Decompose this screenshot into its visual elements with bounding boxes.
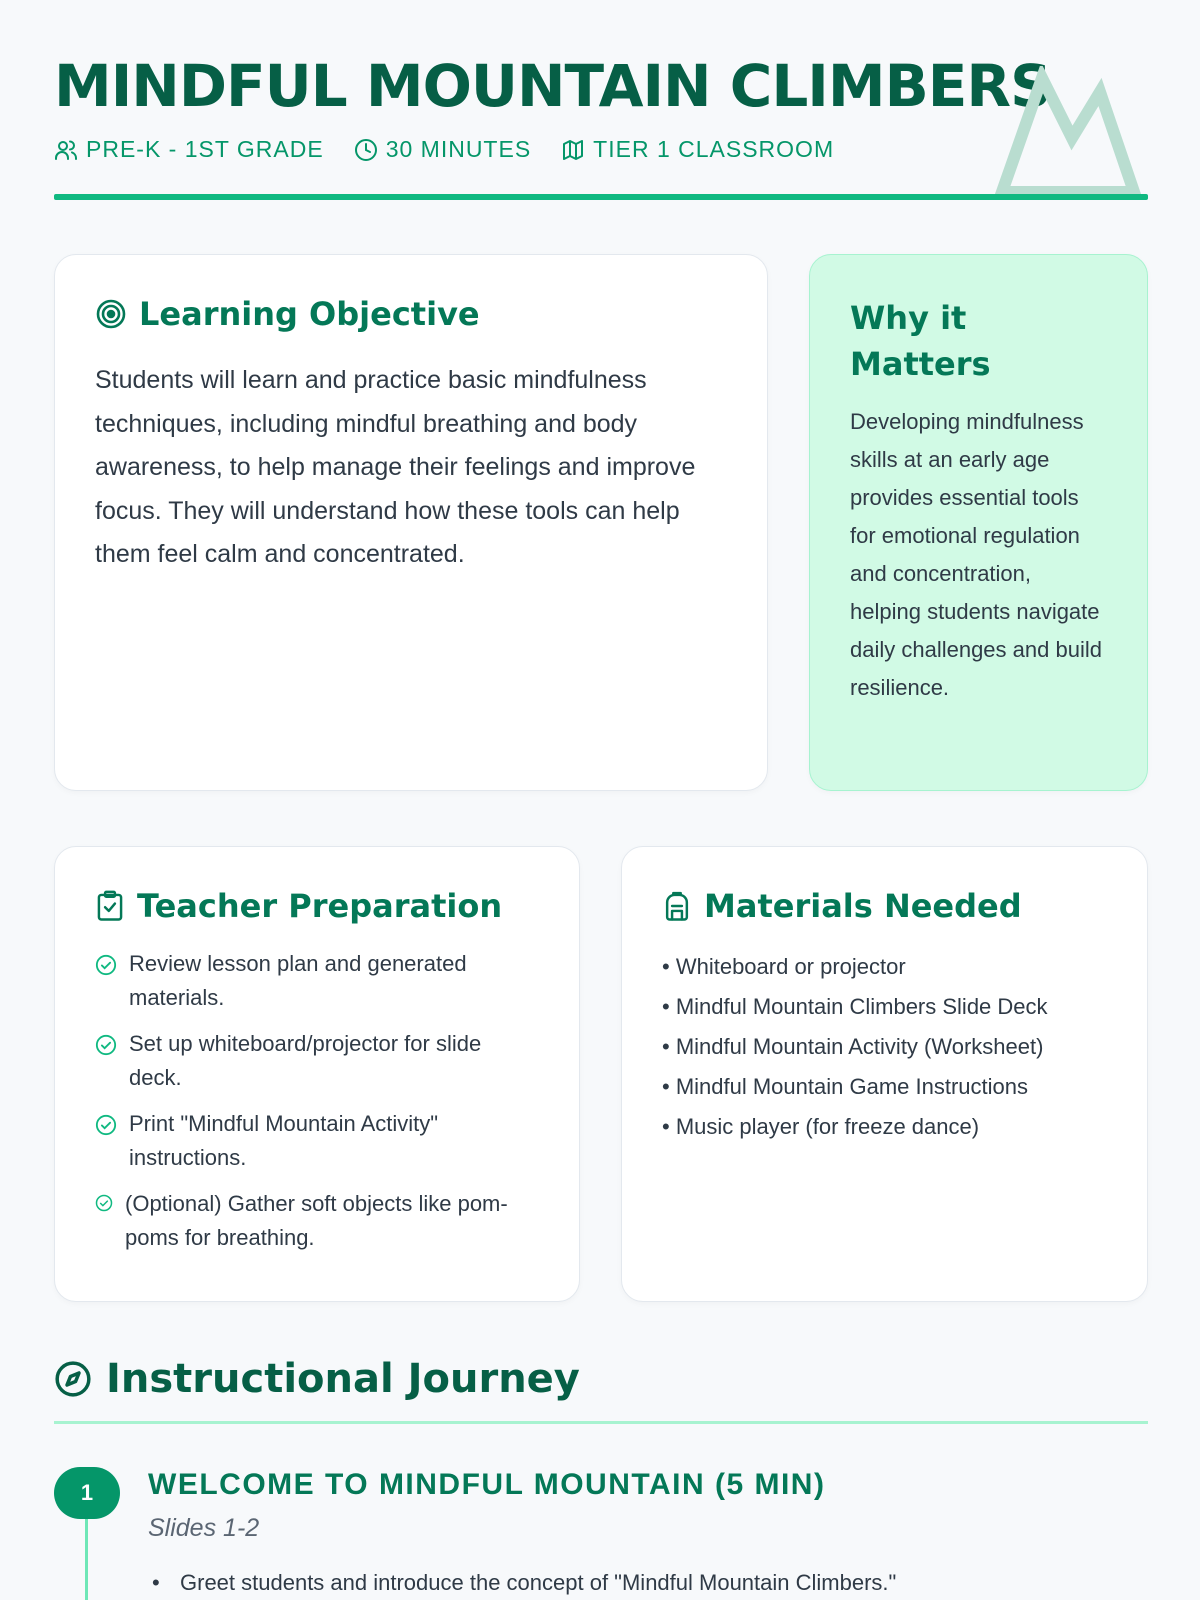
step-subtitle: Slides 1-2	[148, 1514, 260, 1542]
preparation-item	[95, 947, 539, 1015]
backpack-icon	[662, 890, 692, 922]
instructional-journey-heading	[54, 1356, 580, 1402]
learning-objective-title: Learning Objective	[139, 295, 480, 333]
materials-needed-title: Materials Needed	[704, 887, 1022, 925]
preparation-item-text: Print "Mindful Mountain Activity" instructions.	[129, 1111, 439, 1170]
learning-objective-text: Students will learn and practice basic mindfulness techniques, including mindful breathing and body awareness, to help manage their feelings and improve focus. They will understand how these tools can help them feel calm and concentrated.	[95, 366, 696, 568]
step-number-badge: 1	[54, 1467, 120, 1519]
users-icon	[54, 138, 78, 162]
meta-row	[54, 136, 864, 163]
check-circle-icon	[95, 1034, 117, 1056]
material-item: • Music player (for freeze dance)	[662, 1107, 1107, 1147]
step-bullet-list	[180, 1566, 896, 1600]
preparation-item	[95, 1107, 539, 1175]
material-item: • Mindful Mountain Game Instructions	[662, 1067, 1107, 1107]
materials-needed-heading	[662, 887, 1107, 925]
duration-text: 30 MINUTES	[385, 136, 532, 162]
duration-meta	[354, 136, 531, 163]
teacher-preparation-title: Teacher Preparation	[137, 887, 503, 925]
preparation-item	[95, 1187, 539, 1255]
page-title: MINDFUL MOUNTAIN CLIMBERS	[54, 52, 1051, 120]
learning-objective-card	[54, 254, 768, 791]
compass-icon	[54, 1360, 92, 1398]
mountain-icon	[994, 66, 1144, 196]
materials-list	[662, 947, 1107, 1147]
check-circle-icon	[95, 1194, 113, 1212]
clock-icon	[354, 138, 378, 162]
clipboard-check-icon	[95, 890, 125, 922]
step-title: WELCOME TO MINDFUL MOUNTAIN (5 MIN)	[148, 1468, 826, 1501]
grade-meta	[54, 136, 324, 163]
teacher-preparation-card	[54, 846, 580, 1302]
grade-text: PRE-K - 1ST GRADE	[86, 136, 324, 162]
step-timeline-line	[85, 1519, 88, 1600]
lesson-plan-page	[54, 0, 1148, 1600]
material-item: • Whiteboard or projector	[662, 947, 1107, 987]
map-icon	[561, 138, 585, 162]
materials-needed-card	[621, 846, 1148, 1302]
teacher-preparation-heading	[95, 887, 539, 925]
preparation-list	[95, 947, 539, 1255]
preparation-item-text: (Optional) Gather soft objects like pom-poms for breathing.	[125, 1191, 508, 1250]
header-divider	[54, 194, 1148, 200]
target-icon	[95, 298, 127, 330]
learning-objective-heading	[95, 295, 727, 333]
why-it-matters-text: Developing mindfulness skills at an early age provides essential tools for emotional regulation and concentration, helping students navigate daily challenges and build resilience.	[850, 409, 1102, 700]
preparation-item-text: Set up whiteboard/projector for slide deck.	[129, 1031, 482, 1090]
journey-divider	[54, 1421, 1148, 1424]
check-circle-icon	[95, 954, 117, 976]
material-item: • Mindful Mountain Climbers Slide Deck	[662, 987, 1107, 1027]
why-it-matters-title: Why it Matters	[850, 299, 991, 383]
material-item: • Mindful Mountain Activity (Worksheet)	[662, 1027, 1107, 1067]
step-bullet: • Greet students and introduce the concept of "Mindful Mountain Climbers."	[180, 1566, 896, 1600]
instructional-journey-title: Instructional Journey	[106, 1356, 580, 1402]
check-circle-icon	[95, 1114, 117, 1136]
tier-meta	[561, 136, 834, 163]
tier-text: TIER 1 CLASSROOM	[593, 136, 835, 162]
why-it-matters-card	[809, 254, 1148, 791]
preparation-item-text: Review lesson plan and generated materials.	[129, 951, 467, 1010]
preparation-item	[95, 1027, 539, 1095]
header	[54, 0, 1148, 200]
